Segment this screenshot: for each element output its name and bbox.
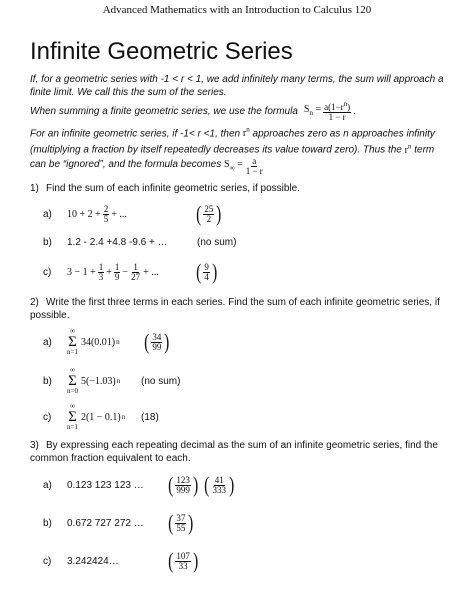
q3a-answer-1: ( $\frac{123}{999}$ )	[168, 472, 199, 497]
q1-part-c	[43, 261, 218, 283]
rn-exp: n	[246, 126, 250, 134]
q1-part-b	[43, 237, 236, 248]
q3c-expression: 3.242424…	[67, 555, 119, 567]
intro-paragraph-2	[30, 100, 450, 122]
q1a-expression	[67, 205, 187, 224]
inf-formula-num: a	[252, 155, 257, 166]
q2a-sigma-body: 34(0.01)	[80, 336, 116, 348]
q1b-answer: (no sum)	[197, 237, 237, 248]
q1c-f1-num: 1	[98, 261, 104, 272]
formula-num: a(1−r	[324, 102, 344, 112]
q2c-expression: ∞ Σ n=1 2(1 − 0.1) n	[67, 402, 126, 431]
q2a-expression: ∞ Σ n=1 34(0.01) n	[67, 327, 120, 356]
formula-s: S	[303, 103, 310, 115]
intro-p3-b: approaches zero as n approaches infinity (multiplying a fraction by itself repeatedly decreases its value toward zero). Thus the	[30, 128, 435, 156]
q2-text: Write the first three terms in each series. Find the sum of each infinite geometric series, if possible.	[30, 297, 440, 321]
intro-p3-c: “ignored”, and the formula becomes	[62, 158, 222, 170]
q3a-expression: 0.123 123 123 …	[67, 479, 144, 491]
q1c-f2-num: 1	[114, 261, 120, 272]
q3-number: 3)	[30, 440, 39, 451]
q3b-ans-num: 37	[176, 512, 186, 523]
q1c-expression: 3 − 1 + $\frac{1}{3}$ + $\frac{1}{9}$ − $\frac{1}{27}$ + ...	[67, 261, 159, 282]
intro-paragraph-1: If, for a geometric series with -1 < r < 1, we add infinitely many terms, the sum will approach a finite limit. We call this the sum of the series.	[30, 74, 444, 98]
q1c-f1-den: 3	[98, 271, 104, 282]
infinite-sum-formula: $S_\infty$ = $\frac{a}{1 - r}$	[224, 155, 263, 176]
q3-text: By expressing each repeating decimal as the sum of an infinite geometric series, find the common fraction equivalent to each.	[30, 440, 438, 464]
q3c-ans-num: 107	[176, 550, 190, 561]
q1-text: Find the sum of each infinite geometric series, if possible.	[46, 183, 301, 194]
q2b-sigma-body: 5(−1.03)	[80, 375, 116, 387]
intro-p2-text: When summing a finite geometric series, we use the formula	[30, 105, 298, 117]
q3-part-a	[43, 474, 235, 496]
q2a-sigma-top: ∞	[69, 327, 75, 335]
q1c-answer: ( $\frac{9}{4}$ )	[196, 259, 218, 284]
q3a-ans1-den: 999	[176, 484, 190, 495]
q3c-answer: ( $\frac{107}{33}$ )	[168, 548, 199, 573]
q1c-ans-num: 9	[204, 261, 209, 272]
q2a-answer: ( $\frac{34}{99}$ )	[144, 329, 170, 354]
q3a-label: a)	[43, 479, 52, 491]
finite-sum-formula: $S_n$ = $\frac{a(1-r^n)}{1 - r}$ .	[303, 100, 356, 122]
q2a-sigma-bottom: n=1	[67, 348, 78, 356]
intro-p3-a: For an infinite geometric series, if -1< r <1, then	[30, 128, 241, 140]
q1a-ans-num: 25	[204, 203, 214, 214]
q1c-expr-start: 3 − 1 +	[67, 266, 96, 278]
q1a-expr-end: + ...	[111, 208, 127, 220]
q3a-answer-2: ( $\frac{41}{333}$ )	[204, 472, 235, 497]
q2a-ans-num: 34	[152, 331, 162, 342]
q2b-sigma-bottom: n=0	[67, 387, 78, 395]
q3-part-c	[43, 550, 199, 572]
q3b-ans-den: 55	[176, 522, 186, 533]
q2-number: 2)	[30, 297, 39, 308]
q1a-frac-den: 5	[103, 213, 109, 224]
q3b-label: b)	[43, 517, 52, 529]
q1c-f2-den: 9	[114, 271, 120, 282]
q2b-label: b)	[43, 375, 52, 387]
q1a-answer: ( $\frac{25}{2}$ )	[196, 201, 222, 226]
course-header: Advanced Mathematics with an Introduction to Calculus 120	[102, 4, 372, 16]
q3c-ans-den: 33	[178, 560, 188, 571]
q1b-label: b)	[43, 237, 52, 248]
q1-number: 1)	[30, 183, 39, 194]
formula-num-end: )	[347, 102, 351, 112]
q2a-ans-den: 99	[152, 341, 162, 352]
q1c-label: c)	[43, 266, 52, 278]
q2-part-c	[43, 403, 159, 431]
question-2	[30, 296, 450, 322]
q3-part-b	[43, 512, 195, 534]
q2b-expression: ∞ Σ n=0 5(−1.03) n	[67, 366, 121, 395]
q1a-label: a)	[43, 208, 52, 220]
q1c-ans-den: 4	[204, 271, 209, 282]
q2a-label: a)	[43, 336, 52, 348]
q2c-label: c)	[43, 411, 52, 423]
q2c-answer: (18)	[141, 411, 159, 423]
q2-part-a	[43, 328, 171, 356]
q3b-expression: 0.672 727 272 …	[67, 517, 144, 529]
q1c-f3-num: 1	[133, 261, 138, 272]
q1c-f3-den: 27	[131, 271, 141, 282]
formula-den: 1 − r	[328, 112, 346, 122]
intro-paragraph-3	[30, 124, 450, 176]
q3a-ans2-den: 333	[212, 484, 226, 495]
q2b-exp: n	[116, 377, 121, 385]
q2b-answer: (no sum)	[141, 375, 181, 387]
q3b-answer: ( $\frac{37}{55}$ )	[168, 510, 194, 535]
inf-formula-den: 1 − r	[245, 165, 263, 176]
page-title: Infinite Geometric Series	[30, 38, 293, 65]
rn-r: r	[242, 128, 247, 140]
q3c-label: c)	[43, 555, 52, 567]
q2c-sigma-body: 2(1 − 0.1)	[80, 411, 121, 423]
formula-exp: n	[343, 100, 348, 108]
q2c-exp: n	[121, 413, 126, 421]
q2c-sigma-bottom: n=1	[67, 423, 78, 431]
q1-part-a	[43, 203, 223, 225]
formula-sub: n	[309, 108, 313, 117]
rn-exp-2: n	[407, 142, 412, 151]
q3a-ans1-num: 123	[176, 474, 190, 485]
question-1	[30, 182, 450, 195]
rn-r-2: r	[404, 144, 408, 156]
q1a-expr-start: 10 + 2 +	[67, 208, 101, 220]
intro-p3-term: term can be	[30, 144, 435, 170]
q2c-sigma-top: ∞	[69, 402, 75, 410]
q2b-sigma-top: ∞	[69, 366, 75, 374]
q3a-ans2-num: 41	[214, 474, 224, 485]
q2-part-b	[43, 367, 180, 395]
q2a-exp: n	[116, 338, 120, 346]
q1b-expression: 1.2 - 2.4 +4.8 -9.6 + …	[67, 237, 168, 248]
q1a-ans-den: 2	[206, 213, 212, 224]
q1a-frac-num: 2	[103, 203, 109, 214]
q1c-expr-end: + ...	[143, 266, 159, 278]
question-3	[30, 439, 450, 465]
